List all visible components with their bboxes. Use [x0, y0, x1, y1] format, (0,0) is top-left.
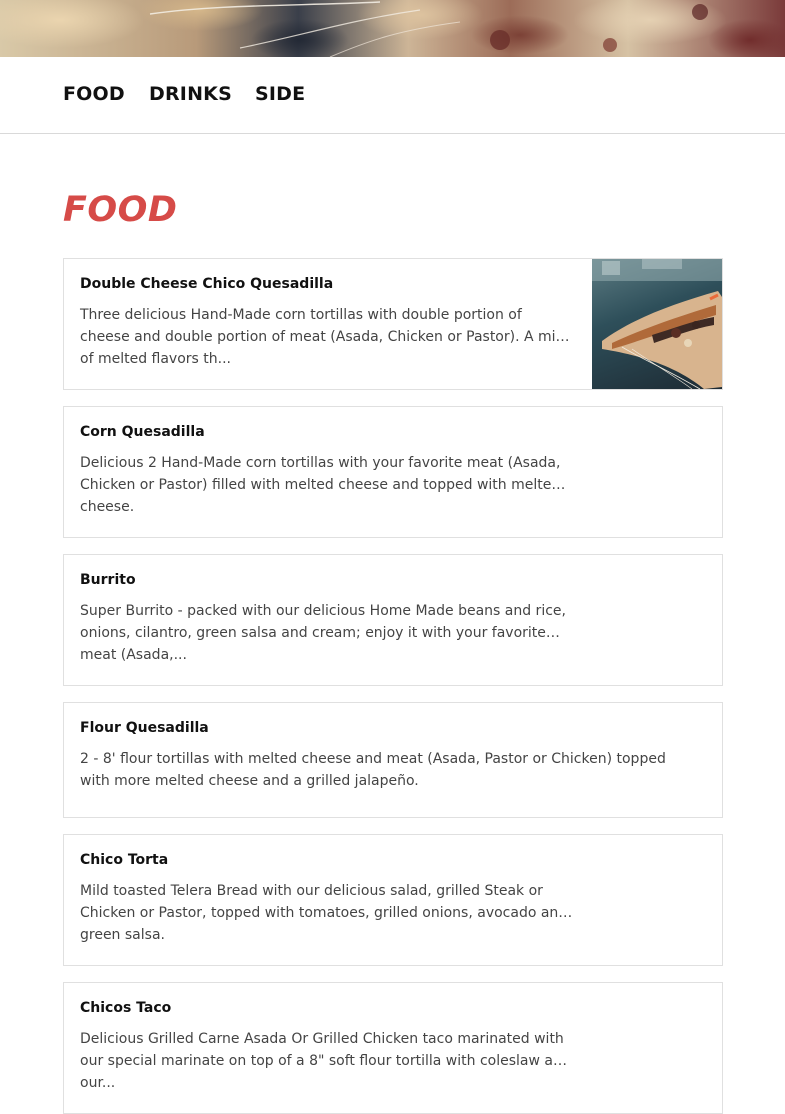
menu-item-name: Chico Torta: [80, 852, 169, 868]
nav-item-drinks[interactable]: DRINKS: [149, 83, 232, 105]
menu-item-card[interactable]: [63, 834, 723, 966]
menu-item-description: Delicious 2 Hand-Made corn tortillas with your favorite meat (Asada, Chicken or Pastor) filled with melted cheese and topped with melted cheese.: [80, 455, 561, 515]
menu-item-card[interactable]: [63, 702, 723, 818]
menu-item-name: Chicos Taco: [80, 1000, 172, 1016]
nav-item-food[interactable]: FOOD: [63, 83, 125, 105]
menu-item-description: 2 - 8' flour tortillas with melted cheese and meat (Asada, Pastor or Chicken) topped with more melted cheese and a grilled jalapeño.: [80, 751, 666, 789]
menu-item-card[interactable]: [63, 258, 723, 390]
menu-item-description: Super Burrito - packed with our delicious Home Made beans and rice, onions, cilantro, green salsa and cream; enjoy it with your favorite meat (Asada,...: [80, 603, 566, 663]
menu-item-name: Burrito: [80, 572, 136, 588]
menu-item-name: Flour Quesadilla: [80, 720, 209, 736]
menu-item-card[interactable]: [63, 554, 723, 686]
nav-item-side[interactable]: SIDE: [255, 83, 306, 105]
hero-banner-image: [0, 0, 785, 57]
menu-item-description: Delicious Grilled Carne Asada Or Grilled Chicken taco marinated with our special marinate on top of a 8" soft flour tortilla with coleslaw and our...: [80, 1031, 571, 1091]
category-nav: [0, 57, 785, 134]
menu-item-photo: [592, 259, 722, 389]
menu-item-name: Corn Quesadilla: [80, 424, 205, 440]
section-title: FOOD: [63, 190, 178, 230]
menu-item-card[interactable]: [63, 406, 723, 538]
menu-item-card[interactable]: [63, 982, 723, 1114]
menu-item-description: Three delicious Hand-Made corn tortillas with double portion of cheese and double portion of meat (Asada, Chicken or Pastor). A mix of melted flavors th...: [80, 307, 564, 367]
menu-item-description: Mild toasted Telera Bread with our delicious salad, grilled Steak or Chicken or Pastor, topped with tomatoes, grilled onions, avocado and green salsa.: [80, 883, 568, 943]
menu-item-name: Double Cheese Chico Quesadilla: [80, 276, 334, 292]
